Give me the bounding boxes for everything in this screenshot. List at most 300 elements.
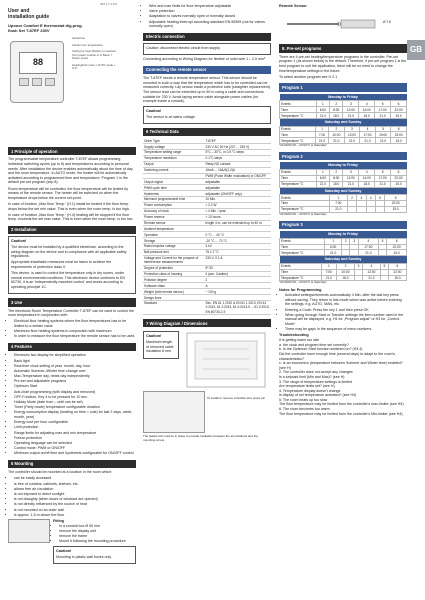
- tech-value: > 10 hours: [204, 214, 271, 220]
- caution-title: Caution!: [146, 334, 162, 339]
- table-cell: Events: [280, 170, 317, 176]
- table-cell: 21.0: [329, 206, 347, 212]
- program-table: [279, 231, 407, 256]
- trouble-item: c. Is an economics (temperature between Summer and Winter time) enabled? (see H): [279, 361, 403, 370]
- list-item: • remove the frame: [59, 534, 136, 539]
- table-cell: 12:00: [343, 107, 359, 113]
- table-row: [280, 250, 407, 256]
- tech-value: -20 °C ... 70 °C: [204, 238, 271, 244]
- program-table: [279, 119, 407, 144]
- tech-data-table: [143, 138, 271, 315]
- trouble-item: 2. The controller does not accept any changes: [279, 370, 353, 375]
- table-cell: 3: [357, 195, 366, 201]
- table-cell: 18.0: [330, 181, 343, 187]
- section-1-text-2: Room temperature will be controlled, the floor temperature will be limited by means of the remote sensor. The heater will be switched on when the temperature drops below the current set-point.: [8, 186, 129, 200]
- tech-value: 5°C – 30°C, in 0.5 °C steps: [204, 150, 271, 156]
- title-block: [8, 8, 136, 33]
- caution-text: Caution: disconnect electric circuit from supply: [146, 46, 220, 51]
- section-8-text: There are 4 pre-set heating/temperature programs in the controller. Pre-set program 1 (as shown below) is the default. Therefore, if pre-set program 1 is the best program to suit the application, there will be no need to change the time/temperature settings in the future.: [279, 54, 407, 73]
- tech-label: Accuracy of clock: [143, 208, 204, 214]
- section-7-title: 7 Wiring Diagram / Dimensions: [143, 319, 271, 327]
- program-2-note: "22:00/22:00 – 23:00°C is Saturday": [279, 211, 328, 216]
- table-cell: [355, 275, 363, 281]
- table-cell: 7:00: [321, 269, 336, 275]
- program-table: [279, 256, 407, 281]
- table-cell: 22:00: [387, 244, 407, 250]
- fitting-list: [53, 524, 136, 544]
- tech-value: 230 V AC 50 Hz (207 ... 253 V): [204, 144, 271, 150]
- list-item: • allows free air circulation: [14, 487, 136, 492]
- section-1-title: 1 Principle of operation: [8, 147, 136, 155]
- table-cell: 2: [341, 238, 350, 244]
- table-cell: 21.0: [316, 181, 329, 187]
- tech-label: Standard: [143, 300, 204, 314]
- table-cell: 6: [391, 126, 407, 132]
- table-cell: 2: [329, 126, 345, 132]
- tech-label: Temperature resolution: [143, 155, 204, 161]
- tech-label: Supply voltage: [143, 144, 204, 150]
- thermostat-illustration: [10, 41, 64, 103]
- list-item: • Electronic two display for simplified operation: [14, 353, 136, 358]
- tech-value: < 2,2 W: [204, 202, 271, 208]
- table-cell: 5: [378, 238, 387, 244]
- program-2-title: Program 2: [279, 152, 407, 160]
- tech-label: Order Type: [143, 138, 204, 143]
- table-cell: 4: [359, 238, 379, 244]
- table-cell: 12:00: [344, 132, 360, 138]
- tech-value: 0.1°C steps: [204, 155, 271, 161]
- table-cell: 14:00: [359, 107, 375, 113]
- table-cell: 2: [330, 170, 343, 176]
- caution-title: Caution!: [11, 239, 27, 244]
- trouble-item: The floor temperature may be limited from the controller's max-limiter (see H4): [279, 402, 404, 407]
- list-item: • Pre-set and adjustable programs: [14, 379, 136, 384]
- list-item: • Holiday Mode (date from – until can be set): [14, 400, 136, 405]
- table-cell: 5: [376, 195, 385, 201]
- table-cell: 22:00: [388, 269, 406, 275]
- list-item: • Anti-chair programming (with display and removed): [14, 390, 136, 395]
- table-cell: 17:00: [360, 132, 376, 138]
- product-line-1: Uponor Comfort E thermostat dig.prog.: [8, 22, 83, 28]
- tech-value: 10 Min.: [204, 197, 271, 203]
- caution-title: Caution!: [146, 108, 162, 113]
- wiring-caution-col: [143, 329, 179, 391]
- table-cell: 6: [388, 263, 406, 269]
- table-cell: 15.0: [385, 206, 407, 212]
- table-cell: [378, 250, 387, 256]
- list-item: • is approx. 1.5 m above the floor: [14, 513, 136, 518]
- table-cell: 21.0: [375, 113, 391, 119]
- troubleshooting-title: Troubleshooting: [279, 333, 309, 338]
- list-item: • is not exposed to direct sunlight: [14, 492, 136, 497]
- table-cell: 21.0: [325, 250, 342, 256]
- title-line-2: installation guide: [8, 14, 50, 21]
- mounting-list: [8, 476, 136, 517]
- table-cell: Events: [280, 195, 330, 201]
- tech-label: Remote sensor: [143, 220, 204, 226]
- caution-box-3: [143, 106, 271, 124]
- tech-label: Degree of protection: [143, 265, 204, 271]
- tech-value: 4 kV: [204, 244, 271, 250]
- table-row: [143, 255, 271, 265]
- tech-label: Output: [143, 161, 204, 167]
- list-item: • Energy cost per hour configurable: [14, 420, 136, 425]
- trouble-item: Are temperature limits set? (see H): [279, 384, 335, 389]
- table-cell: 10:00: [336, 269, 354, 275]
- tech-label: Voltage and Current for the purpose of interference measurements: [143, 255, 204, 265]
- tech-value: adjustable: [204, 179, 271, 185]
- table-cell: 1: [316, 101, 329, 107]
- list-item: • Wire and max limits for floor temperature adjustable: [149, 4, 271, 9]
- tech-value: 230 V, 0.1 A: [204, 255, 271, 265]
- list-item: • can be easily accessed: [14, 476, 136, 481]
- tech-label: Design lines: [143, 295, 204, 301]
- program-table: [279, 162, 407, 187]
- table-cell: 3: [343, 101, 359, 107]
- table-cell: 5: [381, 263, 389, 269]
- tech-value: Relay NO contact: [204, 161, 271, 167]
- tech-label: Ball pressure test: [143, 249, 204, 255]
- list-item: • remove the display unit: [59, 529, 136, 534]
- tech-value: < 4 Min. / year: [204, 208, 271, 214]
- column-1: [8, 0, 136, 566]
- list-item: • Activated settings/elements automatically 4 Min. after the last key press without saving. They return in this mode which was active before entering the settings, e.g. AUTO, MAN, etc.: [285, 293, 407, 307]
- device-label: Heating/boil mode = AUTO mode + 9:17: [72, 62, 116, 71]
- list-item: • There may be gaps in the sequence of menu numbers.: [285, 327, 407, 332]
- tech-label: Output signal: [143, 179, 204, 185]
- program-2-tables: [279, 162, 407, 212]
- table-cell: 21.0: [359, 250, 379, 256]
- table-cell: 4: [366, 195, 375, 201]
- table-cell: 18.0: [336, 275, 354, 281]
- table-cell: 21.0: [321, 275, 336, 281]
- table-cell: 2: [330, 101, 343, 107]
- table-cell: 7:00: [329, 201, 347, 207]
- table-cell: 22:00: [385, 201, 407, 207]
- tech-value: length 4 m, can be extended up to 50 m: [204, 220, 271, 226]
- tech-label: Protection class of housing: [143, 271, 204, 277]
- wiring-figure: [143, 329, 271, 391]
- table-cell: 18.0: [359, 181, 375, 187]
- table-cell: 2: [336, 263, 354, 269]
- list-item: • Range limits for adjusting max and min temperature: [14, 431, 136, 436]
- table-cell: [347, 206, 356, 212]
- table-cell: 8:30: [330, 175, 343, 181]
- list-item: • Timer (Party mode) temperature configurable duration: [14, 405, 136, 410]
- trouble-item: 3. The range of temperature settings is limited: [279, 379, 353, 384]
- day-range-header: Monday to Friday: [280, 94, 407, 101]
- table-cell: Temperature °C: [280, 275, 322, 281]
- program-1-tables: [279, 94, 407, 144]
- day-range-header: Monday to Friday: [280, 231, 407, 238]
- table-cell: Time: [280, 269, 322, 275]
- list-item: • Automatic Summer-/Winter time change over: [14, 369, 136, 374]
- table-cell: 1: [316, 170, 329, 176]
- button-plus: [45, 78, 55, 86]
- tech-value: adjustable (ON/OFF only): [204, 191, 271, 197]
- table-cell: 3: [343, 170, 359, 176]
- table-cell: 3: [350, 238, 359, 244]
- button-ok: [32, 78, 42, 86]
- table-cell: 17:00: [375, 175, 391, 181]
- table-cell: [381, 275, 389, 281]
- display-screen: 88: [19, 52, 57, 74]
- table-cell: 18.0: [330, 113, 343, 119]
- table-cell: 1: [329, 195, 347, 201]
- table-cell: 19:00: [375, 132, 391, 138]
- day-range-header: Monday to Friday: [280, 162, 407, 169]
- list-item: • Real time clock setting of year, month, day, hour: [14, 364, 136, 369]
- table-cell: 21.0: [375, 138, 391, 144]
- features-list-continued: [143, 4, 271, 29]
- remote-sensor-text: The T-87EF needs a remote temperature sensor. This sensor should be mounted in such a way that the temperature which has to be controlled can be measured correctly. Lay sensor inside a protective tube (straighter replacement). The sensor lead can be extended up to 50 m using a cable and connections suitable for 230 V. Avoid laying sensor cable alongside power cables (for example inside a conduit).: [143, 76, 271, 104]
- notes-title: Notes for Programming: [279, 288, 322, 293]
- section-3-text: The electronic Room Temperature Controller T-87EF can be used to control the room temperature in conjunction with:: [8, 308, 134, 318]
- table-cell: 22:00: [391, 107, 407, 113]
- tech-label: Power consumption: [143, 202, 204, 208]
- day-range-header: Saturday and Sunday: [280, 188, 407, 195]
- sensor-note: To install or remove a flexible wire press pin: [207, 396, 266, 401]
- list-item: • Max-Temperature day, heats day independently: [14, 374, 136, 379]
- language-tab: GB: [407, 40, 425, 60]
- table-cell: 21.0: [360, 138, 376, 144]
- device-label: Actual line: [72, 36, 85, 40]
- table-cell: 21.0: [316, 113, 329, 119]
- day-range-header: Saturday and Sunday: [280, 256, 407, 263]
- trouble-item: 6. The room becomes too warm: [279, 407, 330, 412]
- list-item: • Optimum Start: [14, 384, 136, 389]
- trouble-item: It is getting warm too late: [279, 338, 319, 343]
- trouble-item: 4. Temperature display doesn't change: [279, 388, 341, 393]
- table-cell: 15.0: [388, 275, 406, 281]
- table-cell: 4: [359, 170, 375, 176]
- device-label: Ceiling for heat (Winter) or reached from power module or in Basic = Power power: [72, 49, 116, 61]
- tech-label: Power reserve: [143, 214, 204, 220]
- caution-title: Caution!: [56, 548, 72, 553]
- list-item: • Energy consumption display (heating on time = cost) for last 2 days, week, month, year): [14, 410, 136, 419]
- table-cell: 7:00: [315, 132, 328, 138]
- list-item: • is not draughty (when doors or windows are opened): [14, 497, 136, 502]
- table-cell: [357, 206, 366, 212]
- program-table: [279, 94, 407, 119]
- list-item: • Valve protection: [149, 9, 271, 14]
- table-cell: Temperature °C: [280, 113, 317, 119]
- table-cell: 3: [344, 126, 360, 132]
- fitting-illustration: [8, 519, 50, 543]
- trouble-item: 5. The room heats up too slow: [279, 397, 328, 402]
- caution-text: The sensor is at mains voltage.: [146, 114, 196, 119]
- table-cell: 21.0: [329, 138, 345, 144]
- program-3-tables: [279, 231, 407, 281]
- table-cell: [341, 250, 350, 256]
- section-8-title: 8. Pre-set programs: [279, 44, 407, 52]
- section-4-title: 4 Features: [8, 343, 136, 351]
- table-cell: 6: [391, 101, 407, 107]
- tech-value: 75 ± 2 °C: [204, 249, 271, 255]
- table-row: [143, 300, 271, 314]
- table-cell: Events: [280, 238, 325, 244]
- trouble-item: The floor temperature may be limited from the controller's Min-limiter (see H4): [279, 411, 403, 416]
- tech-label: Pollution degree: [143, 277, 204, 283]
- remote-sensor-drawing: [279, 9, 399, 39]
- table-cell: 5: [375, 101, 391, 107]
- list-item: • Back light: [14, 359, 136, 364]
- program-1-note: "22:00/22:00 – 23:00°C is Saturday": [279, 143, 328, 148]
- table-cell: Events: [280, 101, 317, 107]
- table-row: [280, 181, 407, 187]
- caution-box-elec: [143, 43, 271, 55]
- list-item: • is not mounted on an outer wall: [14, 508, 136, 513]
- table-cell: 1: [315, 126, 328, 132]
- caution-text-3: This device, is used to control the temperature only in dry rooms, under normal environmental conditions. This electronic device conforms to EN 60730, it is an 'independently mounted control' and works according to operating principle 1C.: [11, 271, 125, 290]
- table-cell: 6:00: [316, 175, 329, 181]
- trouble-item: Did the controller have enough time (several days) to adapt to the room's characteristics?: [279, 351, 395, 361]
- tech-value: IP 30: [204, 265, 271, 271]
- list-item: • Operating language can be selected: [14, 441, 136, 446]
- list-item: • Electrical floor heating systems where the floor temperatures has to be limited to a certain value: [14, 319, 136, 328]
- section-1-text-3: In case of function „Max floor Temp.“ (H.1) install be heated if the floor temp. drops below the set min value. This is even when the room temp. is too high.: [8, 201, 130, 211]
- list-item: • Maximum floor heating systems in conjunction with maximum: [14, 329, 136, 334]
- list-item: • Adjustable heating interrupt according standard EN 50559 (not for valves normally open): [149, 20, 271, 29]
- table-cell: Time: [280, 107, 317, 113]
- table-cell: 21.0: [375, 181, 391, 187]
- program-1-title: Program 1: [279, 83, 407, 91]
- list-item: • In a conduit box Ø 60 mm: [59, 524, 136, 529]
- remote-sensor-title: Remote Sensor: [279, 4, 307, 8]
- list-item: • Minimum output on/off time and hysteresis configurable for ON/OFF control: [14, 451, 136, 456]
- caution-text: The device must be installed by a qualified electrician, according to the wiring diagram on the device and in compliance with all applicable safety regulations.: [11, 245, 127, 259]
- tech-label: Minimum programmable time: [143, 197, 204, 203]
- column-2: [143, 0, 271, 445]
- table-cell: 6: [391, 170, 407, 176]
- doc-number: VAT 1.7.1 CO: [100, 2, 117, 6]
- tech-label: Storage: [143, 238, 204, 244]
- terminal-illustration: [143, 391, 205, 433]
- table-cell: [350, 250, 359, 256]
- section-1-text-4: In case of function „Max floor Temp.“ (H.4) heating will be stopped if the floor temp. exceeds the set max value. This is even when the room temp. is too low.: [8, 212, 134, 222]
- tech-value: PWM (Pulse Width modulation) or ON/OFF: [204, 173, 271, 179]
- list-item: • Entering a Code: Press the key 1 and then press OK: [285, 308, 407, 313]
- tech-value: A: [204, 283, 271, 289]
- table-cell: 21.0: [315, 138, 328, 144]
- table-cell: 3: [355, 263, 363, 269]
- table-cell: 17:00: [375, 107, 391, 113]
- program-3-note: "22:00/22:00 – 23:00°C is Saturday": [279, 280, 328, 285]
- title-line-1: User and: [8, 8, 30, 14]
- list-item: • is not directly influenced by the source of heat: [14, 502, 136, 507]
- table-cell: Time: [280, 201, 330, 207]
- table-cell: 21.0: [362, 275, 380, 281]
- trouble-item: Is display of set temperature activated? (see H4): [279, 393, 357, 398]
- sensor-caption: The plastic tab must be in place to provide insulation between the terminations and the mounting screw.: [143, 434, 258, 443]
- tech-value: ~ 100 g: [204, 289, 271, 295]
- tech-label: Weight (with remote sensor): [143, 289, 204, 295]
- device-figure: [8, 33, 136, 143]
- section-3-list: [8, 319, 136, 339]
- section-6-title: 6 Technical Data: [143, 128, 271, 136]
- table-cell: 1: [325, 238, 342, 244]
- tech-label: Rated impulse voltage: [143, 244, 204, 250]
- sensor-figure: [143, 391, 271, 435]
- caution-text: Mounting in plastic wall boxes only: [56, 554, 112, 559]
- table-cell: Time: [280, 175, 317, 181]
- table-cell: [366, 206, 375, 212]
- table-cell: Time: [280, 244, 325, 250]
- table-cell: 15.0: [387, 250, 407, 256]
- tech-label: Software class: [143, 283, 204, 289]
- section-8-text-2: To select another program see H 2.1: [279, 74, 338, 79]
- tech-label: Operation: [143, 232, 204, 238]
- fitting-text: [53, 519, 136, 566]
- table-cell: 4: [362, 263, 380, 269]
- list-item: • Limit protection: [14, 425, 136, 430]
- table-cell: 22:00: [391, 132, 407, 138]
- day-range-header: Saturday and Sunday: [280, 119, 407, 126]
- features-list: [8, 353, 136, 456]
- table-cell: 6:00: [316, 107, 329, 113]
- elec-text: Connecting according to Wiring Diagram for flexible or solid wire 1 – 2,5 mm²: [143, 57, 266, 62]
- tech-value: 2: [204, 277, 271, 283]
- device-labels: [72, 37, 116, 74]
- table-cell: 6: [387, 238, 407, 244]
- trouble-item: b. Is the Optimum Start function switched on? (H3.4): [279, 347, 363, 352]
- trouble-item: Is a setpoint limit (Min and Max)? (see H): [279, 374, 345, 379]
- tech-value: 0 °C ... 40 °C: [204, 232, 271, 238]
- caution-text: Maximum length of removed cable insulation 8 mm.: [146, 340, 174, 354]
- tech-value: II (acc. Caution): [204, 271, 271, 277]
- tech-label: Ambient temperature: [143, 226, 204, 232]
- table-cell: 14:00: [359, 175, 375, 181]
- table-cell: 5: [375, 126, 391, 132]
- caution-text-2: Appropriate installation measures must be taken to achieve the requirements of protection class II.: [11, 260, 112, 270]
- tech-label: Switching current: [143, 167, 204, 173]
- program-table: [279, 188, 407, 213]
- remote-sensor-connect-title: Connecting the remote sensor: [143, 66, 271, 74]
- list-item: • Adaptation to valves normally open or normally closed: [149, 14, 271, 19]
- electric-connection-title: Electric connection: [143, 33, 271, 41]
- troubleshooting-list: [279, 338, 407, 416]
- table-cell: 1: [321, 263, 336, 269]
- remote-sensor-dimension: Ø 7.8: [383, 20, 391, 24]
- section-3-title: 3 Use: [8, 298, 136, 306]
- tech-label: Hysteresis: [143, 191, 204, 197]
- caution-box-2: [53, 546, 136, 564]
- table-cell: Temperature °C: [280, 181, 317, 187]
- table-cell: 15.0: [391, 181, 407, 187]
- trouble-item: a. the clock and program time set correctly?: [279, 342, 349, 347]
- program-3-title: Program 3: [279, 221, 407, 229]
- table-cell: 21.0: [343, 181, 359, 187]
- section-5-title: 5 Mounting: [8, 460, 136, 468]
- table-cell: 17:00: [359, 244, 379, 250]
- table-cell: Events: [280, 263, 322, 269]
- fitting-title: Fitting: [53, 518, 64, 523]
- table-cell: 15.0: [391, 138, 407, 144]
- column-3: [279, 0, 407, 416]
- table-cell: Temperature °C: [280, 250, 325, 256]
- table-cell: 22:00: [391, 175, 407, 181]
- table-cell: 21.0: [343, 113, 359, 119]
- table-cell: Events: [280, 126, 316, 132]
- tech-value: Sec. EN 61 1 2010 & EN 61 1 2013, EN 61 2:2013, 61 2:2013, 61 4:2013-5 ... 61 2:2013; EN 60730-2-9: [205, 301, 270, 314]
- list-item: • Control mode: PWM or ON/OFF: [14, 446, 136, 451]
- list-item: • is free of curtains, cabinets, shelves, etc.: [14, 482, 136, 487]
- table-cell: 10:00: [329, 132, 345, 138]
- notes-list: [279, 293, 407, 332]
- device-label: Actual room temperature: [72, 42, 103, 47]
- table-cell: 12:00: [343, 175, 359, 181]
- list-item: • When going through Start or Transfer settings the item number used in the manual will be displayed, e.g. H1 for „Program adjust“ or H3 for „Control Mode“.: [285, 313, 407, 327]
